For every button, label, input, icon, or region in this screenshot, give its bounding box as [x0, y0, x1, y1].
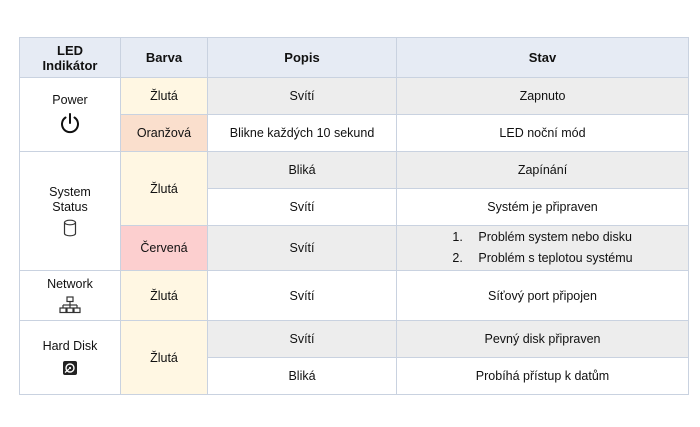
- table-row: [20, 152, 689, 189]
- indicator-label: Power: [52, 93, 88, 107]
- list-item: [452, 248, 632, 269]
- popis-cell: Svítí: [208, 189, 397, 226]
- popis-cell: Blikne každých 10 sekund: [208, 115, 397, 152]
- table-row: [20, 321, 689, 358]
- list-text: Problém s teplotou systému: [478, 251, 633, 265]
- stav-cell: [397, 226, 689, 271]
- indicator-network: [20, 271, 121, 321]
- hard-disk-icon: [62, 360, 78, 376]
- table-row: [20, 271, 689, 321]
- popis-cell: Svítí: [208, 321, 397, 358]
- popis-cell: Bliká: [208, 152, 397, 189]
- popis-cell: Svítí: [208, 271, 397, 321]
- stav-cell: Probíhá přístup k datům: [397, 358, 689, 395]
- stav-cell: Zapnuto: [397, 78, 689, 115]
- network-icon: [59, 296, 81, 314]
- indicator-label: Hard Disk: [42, 339, 98, 353]
- header-led-text: LED Indikátor: [42, 42, 98, 73]
- stav-cell: Zapínání: [397, 152, 689, 189]
- table-row: [20, 226, 689, 271]
- table-row: [20, 115, 689, 152]
- list-text: Problém system nebo disku: [478, 230, 632, 244]
- barva-cell: Žlutá: [121, 271, 208, 321]
- indicator-system-status: [20, 152, 121, 271]
- power-icon: [59, 112, 81, 136]
- header-barva: Barva: [121, 38, 208, 78]
- list-item: [452, 227, 632, 248]
- header-led: [20, 38, 121, 78]
- list-number: 2.: [452, 251, 463, 265]
- led-indicator-table: [19, 37, 689, 395]
- indicator-power: [20, 78, 121, 152]
- list-number: 1.: [452, 230, 463, 244]
- popis-cell: Bliká: [208, 358, 397, 395]
- header-popis: Popis: [208, 38, 397, 78]
- stav-cell: Pevný disk připraven: [397, 321, 689, 358]
- stav-cell: LED noční mód: [397, 115, 689, 152]
- barva-cell: Oranžová: [121, 115, 208, 152]
- indicator-label: System Status: [49, 185, 91, 214]
- barva-cell: Žlutá: [121, 152, 208, 226]
- barva-cell: Žlutá: [121, 321, 208, 395]
- stav-cell: Síťový port připojen: [397, 271, 689, 321]
- stav-list: [452, 227, 632, 269]
- cylinder-icon: [63, 219, 77, 237]
- header-stav: Stav: [397, 38, 689, 78]
- popis-cell: Svítí: [208, 78, 397, 115]
- popis-cell: Svítí: [208, 226, 397, 271]
- stav-cell: Systém je připraven: [397, 189, 689, 226]
- barva-cell: Červená: [121, 226, 208, 271]
- indicator-hard-disk: [20, 321, 121, 395]
- indicator-label: Network: [47, 277, 93, 291]
- table-row: [20, 78, 689, 115]
- barva-cell: Žlutá: [121, 78, 208, 115]
- header-row: [20, 38, 689, 78]
